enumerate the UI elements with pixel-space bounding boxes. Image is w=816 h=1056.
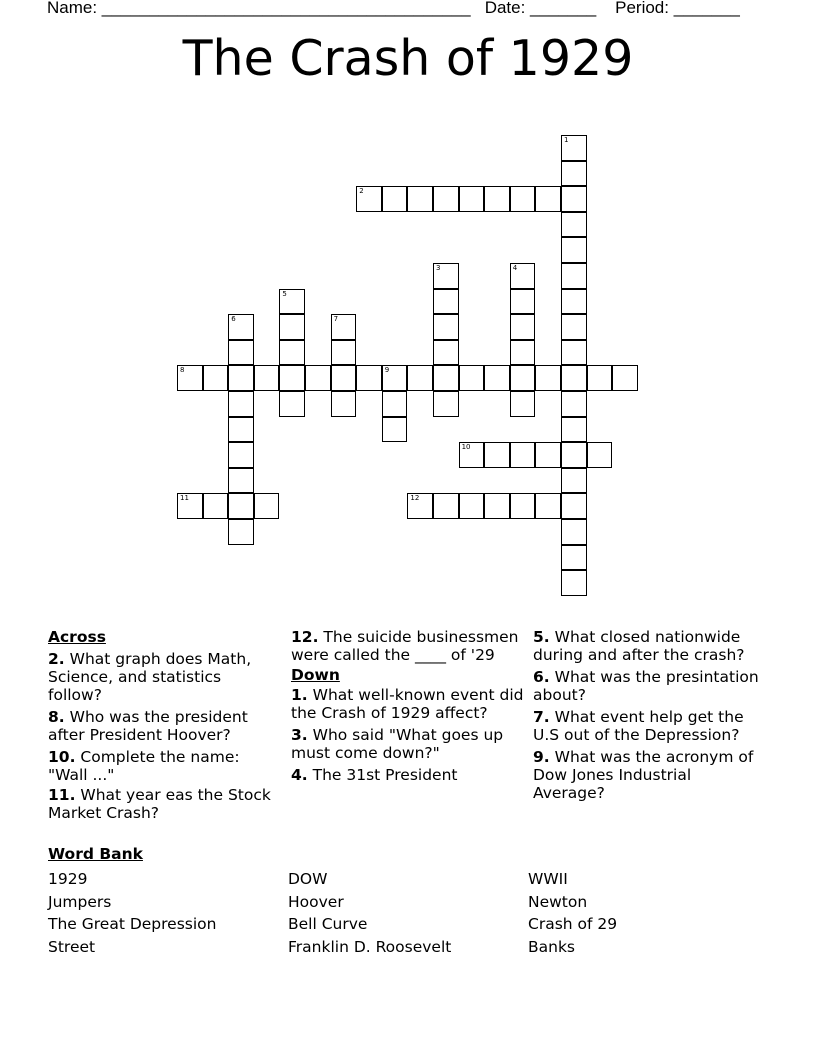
word-bank-item: DOW xyxy=(288,870,328,888)
clue-number: 7 xyxy=(333,315,339,324)
grid-cell[interactable] xyxy=(561,493,587,519)
grid-cell[interactable] xyxy=(484,186,510,212)
across-heading: Across xyxy=(48,628,106,646)
clue-across-11: 11. What year eas the Stock Market Crash? xyxy=(48,786,271,822)
grid-cell[interactable] xyxy=(382,365,408,391)
grid-cell[interactable] xyxy=(203,493,229,519)
clue-down-9: 9. What was the acronym of Dow Jones Industrial Average? xyxy=(533,748,754,802)
grid-cell[interactable] xyxy=(561,519,587,545)
grid-cell[interactable] xyxy=(510,391,536,417)
grid-cell[interactable] xyxy=(510,493,536,519)
grid-cell[interactable] xyxy=(382,417,408,443)
grid-cell[interactable] xyxy=(228,493,254,519)
clues-column-3 xyxy=(533,628,763,806)
clue-number: 11 xyxy=(180,494,189,503)
grid-cell[interactable] xyxy=(459,442,485,468)
grid-cell[interactable] xyxy=(228,442,254,468)
word-bank-item: Bell Curve xyxy=(288,915,368,934)
word-bank-item: Franklin D. Roosevelt xyxy=(288,938,452,957)
clue-down-4: 4. The 31st President xyxy=(291,766,458,784)
word-bank-column-3 xyxy=(528,868,617,959)
grid-cell[interactable] xyxy=(279,289,305,315)
clue-number: 5 xyxy=(282,289,287,298)
grid-cell[interactable] xyxy=(484,365,510,391)
grid-cell[interactable] xyxy=(305,365,331,391)
grid-cell[interactable] xyxy=(407,365,433,391)
grid-cell[interactable] xyxy=(228,519,254,545)
grid-cell[interactable] xyxy=(433,314,459,340)
grid-cell[interactable] xyxy=(510,289,536,315)
grid-cell[interactable] xyxy=(535,493,561,519)
grid-cell[interactable] xyxy=(459,493,485,519)
grid-cell[interactable] xyxy=(433,263,459,289)
grid-cell[interactable] xyxy=(535,365,561,391)
grid-cell[interactable] xyxy=(228,340,254,366)
word-bank-item: The Great Depression xyxy=(48,915,217,934)
grid-cell[interactable] xyxy=(561,442,587,468)
clue-down-7: 7. What event help get the U.S out of the Depression? xyxy=(533,708,744,744)
grid-cell[interactable] xyxy=(561,365,587,391)
grid-cell[interactable] xyxy=(228,391,254,417)
word-bank-item: Street xyxy=(48,938,96,957)
clue-number: 6 xyxy=(231,315,236,324)
grid-cell[interactable] xyxy=(407,186,433,212)
clue-across-8: 8. Who was the president after President Hoover? xyxy=(48,708,248,744)
header-fields: Name: _______________________________________ Date: _______ Period: _______ xyxy=(47,0,740,17)
grid-cell[interactable] xyxy=(561,340,587,366)
word-bank-item: Hoover xyxy=(288,892,344,911)
grid-cell[interactable] xyxy=(433,493,459,519)
word-bank-item: Jumpers xyxy=(48,892,112,911)
grid-cell[interactable] xyxy=(382,391,408,417)
clue-number: 10 xyxy=(461,443,471,452)
clue-number: 3 xyxy=(436,264,441,272)
clue-across-12: 12. The suicide businessmen were called the ____ of '29 xyxy=(291,628,519,664)
grid-cell[interactable] xyxy=(561,289,587,315)
grid-cell[interactable] xyxy=(433,186,459,212)
grid-cell[interactable] xyxy=(484,493,510,519)
grid-cell[interactable] xyxy=(228,365,254,391)
grid-cell[interactable] xyxy=(510,263,536,289)
grid-cell[interactable] xyxy=(535,186,561,212)
grid-cell[interactable] xyxy=(356,186,382,212)
grid-cell[interactable] xyxy=(228,417,254,443)
grid-cell[interactable] xyxy=(279,391,305,417)
word-bank-heading: Word Bank xyxy=(48,845,143,863)
word-bank-item: Newton xyxy=(528,892,588,911)
grid-cell[interactable] xyxy=(331,314,357,340)
grid-cell[interactable] xyxy=(459,365,485,391)
grid-cell[interactable] xyxy=(177,493,203,519)
word-bank-item: WWII xyxy=(528,870,568,888)
grid-cell[interactable] xyxy=(459,186,485,212)
grid-cell[interactable] xyxy=(254,365,280,391)
clue-down-5: 5. What closed nationwide during and after the crash? xyxy=(533,628,745,664)
grid-cell[interactable] xyxy=(561,314,587,340)
clue-number: 4 xyxy=(512,264,518,272)
grid-cell[interactable] xyxy=(561,391,587,417)
grid-cell[interactable] xyxy=(561,186,587,212)
down-heading: Down xyxy=(291,666,340,684)
grid-cell[interactable] xyxy=(561,212,587,238)
word-bank-item: Banks xyxy=(528,938,576,957)
grid-cell[interactable] xyxy=(407,493,433,519)
grid-cell[interactable] xyxy=(433,340,459,366)
word-bank-column-1 xyxy=(48,868,216,959)
grid-cell[interactable] xyxy=(228,468,254,494)
grid-cell[interactable] xyxy=(203,365,229,391)
grid-cell[interactable] xyxy=(587,442,613,468)
grid-cell[interactable] xyxy=(331,365,357,391)
clue-number: 2 xyxy=(359,187,364,196)
grid-cell[interactable] xyxy=(510,314,536,340)
grid-cell[interactable] xyxy=(535,442,561,468)
grid-cell[interactable] xyxy=(433,391,459,417)
clue-number: 8 xyxy=(180,366,185,375)
clue-number: 1 xyxy=(564,136,569,144)
grid-cell[interactable] xyxy=(561,545,587,571)
grid-cell[interactable] xyxy=(587,365,613,391)
clue-down-3: 3. Who said "What goes up must come down?" xyxy=(291,726,504,762)
word-bank-column-2 xyxy=(288,868,451,959)
grid-cell[interactable] xyxy=(177,365,203,391)
grid-cell[interactable] xyxy=(561,570,587,596)
grid-cell[interactable] xyxy=(561,135,587,161)
grid-cell[interactable] xyxy=(331,340,357,366)
grid-cell[interactable] xyxy=(433,365,459,391)
clue-down-1: 1. What well-known event did the Crash of 1929 affect? xyxy=(291,686,524,722)
grid-cell[interactable] xyxy=(561,417,587,443)
clue-number: 9 xyxy=(384,366,390,375)
clues-column-1 xyxy=(48,628,278,826)
grid-cell[interactable] xyxy=(484,442,510,468)
grid-cell[interactable] xyxy=(510,186,536,212)
grid-cell[interactable] xyxy=(279,365,305,391)
grid-cell[interactable] xyxy=(510,442,536,468)
clue-across-2: 2. What graph does Math, Science, and statistics follow? xyxy=(48,650,252,704)
grid-cell[interactable] xyxy=(510,340,536,366)
grid-cell[interactable] xyxy=(254,493,280,519)
grid-cell[interactable] xyxy=(612,365,638,391)
word-bank-item: Crash of 29 xyxy=(528,915,618,934)
grid-cell[interactable] xyxy=(433,289,459,315)
clue-number: 12 xyxy=(410,494,420,503)
grid-cell[interactable] xyxy=(279,340,305,366)
grid-cell[interactable] xyxy=(356,365,382,391)
grid-cell[interactable] xyxy=(561,468,587,494)
grid-cell[interactable] xyxy=(561,263,587,289)
clues-column-2 xyxy=(291,628,527,788)
grid-cell[interactable] xyxy=(382,186,408,212)
grid-cell[interactable] xyxy=(510,365,536,391)
grid-cell[interactable] xyxy=(331,391,357,417)
grid-cell[interactable] xyxy=(279,314,305,340)
clue-down-6: 6. What was the presintation about? xyxy=(533,668,759,704)
grid-cell[interactable] xyxy=(561,161,587,187)
clue-across-10: 10. Complete the name: "Wall ..." xyxy=(48,748,240,784)
page-title: The Crash of 1929 xyxy=(182,30,634,87)
grid-cell[interactable] xyxy=(561,237,587,263)
grid-cell[interactable] xyxy=(228,314,254,340)
word-bank-item: 1929 xyxy=(48,870,88,888)
